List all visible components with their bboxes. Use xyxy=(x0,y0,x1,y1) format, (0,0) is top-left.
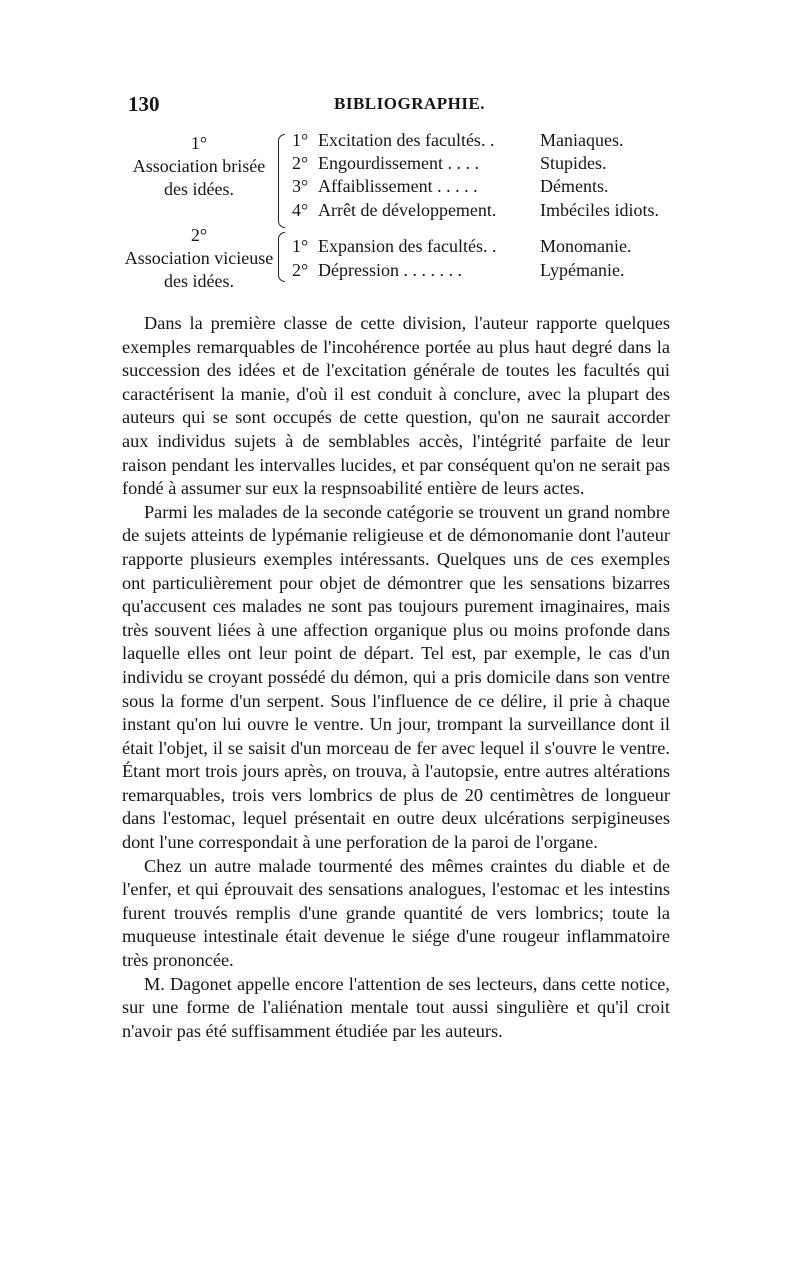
group-number: 1° xyxy=(190,133,208,153)
classification-row xyxy=(292,234,678,258)
row-text: Affaiblissement . . . . . xyxy=(318,176,478,196)
brace-group-2 xyxy=(278,232,285,282)
row-result: Stupides. xyxy=(540,153,607,173)
classification-row xyxy=(292,174,678,198)
paragraph: Dans la première classe de cette division, l'auteur rapporte quelques exemples remarquables de l'incohérence portée au plus haut degré dans la succession des idées et de l'excitation générale de toutes les facultés qui caractérisent la manie, d'où il est conduit à conclure, avec la plupart des auteurs qui se sont occupés de cette question, qu'on ne saurait accorder aux individus sujets à de semblables accès, l'intégrité parfaite de leur raison pendant les intervalles lucides, et par conséquent qu'on ne serait pas fondé à assumer sur eux la respnsoabilité entière de leurs actes. xyxy=(122,313,670,499)
classification-row xyxy=(292,258,678,282)
group-label-line: des idées. xyxy=(164,179,234,199)
paragraph: M. Dagonet appelle encore l'attention de ses lecteurs, dans cette notice, sur une forme de l'aliénation mentale tout aussi singulière et qu'il croit n'avoir pas été suffisamment étudiée par les auteurs. xyxy=(122,973,670,1041)
classification-row xyxy=(292,128,678,152)
row-number: 2° xyxy=(292,260,309,280)
row-result: Monomanie. xyxy=(540,236,632,256)
classification-table xyxy=(120,128,680,300)
row-number: 1° xyxy=(292,130,309,150)
row-number: 4° xyxy=(292,200,309,220)
row-text: Expansion des facultés. . xyxy=(318,236,497,256)
paragraph: Chez un autre malade tourmenté des mêmes craintes du diable et de l'enfer, et qui éprouvait des sensations analogues, l'estomac et les intestins furent trouvés remplis d'une grande quantité de vers lombrics; toute la muqueuse intestinale était devenue le siége d'une rougeur inflammatoire très prononcée. xyxy=(122,855,670,971)
row-text: Excitation des facultés. . xyxy=(318,130,495,150)
row-text: Dépression . . . . . . . xyxy=(318,260,462,280)
body-text xyxy=(122,312,670,1043)
running-head: BIBLIOGRAPHIE. xyxy=(334,94,486,113)
group-label-line: Association vicieuse xyxy=(124,248,274,268)
row-number: 1° xyxy=(292,236,309,256)
row-number: 3° xyxy=(292,176,309,196)
brace-group-1 xyxy=(278,134,285,228)
group-number: 2° xyxy=(190,225,208,245)
group-label-line: Association brisée xyxy=(132,156,266,176)
row-text: Engourdissement . . . . xyxy=(318,153,479,173)
paragraph: Parmi les malades de la seconde catégorie se trouvent un grand nombre de sujets atteints de lypémanie religieuse et de démonomanie dont l'auteur rapporte plusieurs exemples intéressants. Quelques uns de ces exemples ont particulièrement pour objet de démontrer que les sensations bizarres qu'accusent ces malades ne sont pas toujours purement imaginaires, mais très souvent liées à une affection organique plus ou moins profonde dans laquelle elles ont leur point de départ. Tel est, par exemple, le cas d'un individu se croyant possédé du démon, qui a pris domicile dans son ventre sous la forme d'un serpent. Sous l'influence de ce délire, il prie à chaque instant qu'on lui ouvre le ventre. Un jour, trompant la surveillance dont il était l'objet, il se saisit d'un morceau de fer avec lequel il s'ouvre le ventre. Étant mort trois jours après, on trouva, à l'autopsie, entre autres altérations remarquables, trois vers lombrics de plus de 20 centimètres de longueur dans l'estomac, lequel présentait en outre deux ulcérations serpigineuses dont l'une correspondait à une perforation de la paroi de l'organe. xyxy=(122,501,670,853)
row-text: Arrêt de développement. xyxy=(318,200,497,220)
classification-row xyxy=(292,151,678,175)
row-result: Lypémanie. xyxy=(540,260,625,280)
row-result: Déments. xyxy=(540,176,609,196)
page-header xyxy=(122,92,670,118)
row-result: Maniaques. xyxy=(540,130,624,150)
group-2-label xyxy=(122,224,276,293)
page-number: 130 xyxy=(128,92,160,116)
group-label-line: des idées. xyxy=(164,271,234,291)
row-result: Imbéciles idiots. xyxy=(540,200,659,220)
row-number: 2° xyxy=(292,153,309,173)
group-1-label xyxy=(126,132,272,201)
classification-row xyxy=(292,198,678,222)
